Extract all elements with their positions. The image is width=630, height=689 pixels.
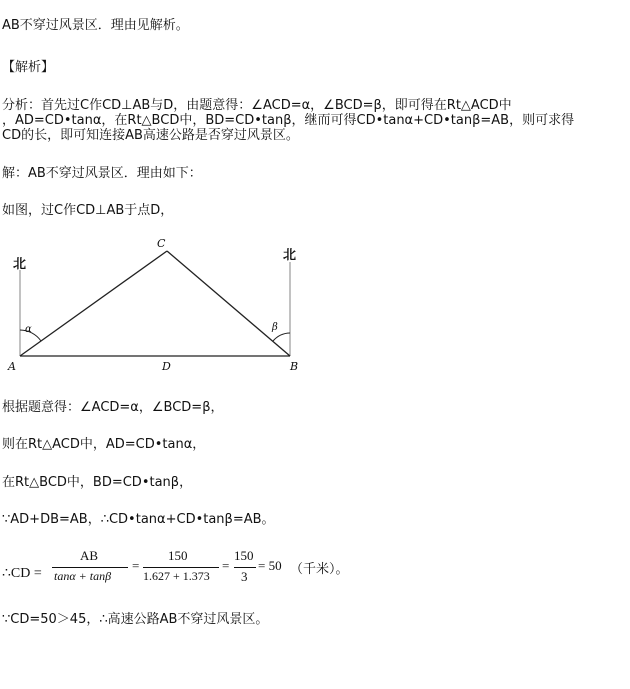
- formula-num-2: 150: [168, 548, 188, 563]
- formula-den-3: 3: [241, 569, 248, 584]
- north-label-left: 北: [13, 257, 27, 272]
- formula-eq-2: =: [222, 558, 230, 573]
- formula-den-2: 1.627 + 1.373: [143, 569, 210, 583]
- formula-result: = 50: [258, 558, 282, 573]
- formula-num-3: 150: [234, 548, 254, 563]
- conclusion: ∵CD=50＞45，∴高速公路AB不穿过风景区。: [2, 612, 269, 627]
- section-title: 【解析】: [2, 60, 55, 75]
- formula-den-1: tanα + tanβ: [54, 569, 112, 583]
- side-AC: [20, 251, 167, 356]
- analysis-line-3: CD的长，即可知连接AB高速公路是否穿过风景区。: [2, 128, 299, 143]
- angle-label-beta: β: [272, 322, 278, 333]
- side-CB: [167, 251, 290, 356]
- step-1: 根据题意得：∠ACD=α，∠BCD=β，: [2, 400, 224, 415]
- fraction-bar-3: [234, 567, 256, 568]
- formula-unit: （千米）。: [290, 562, 349, 577]
- answer-line: AB不穿过风景区．理由见解析。: [2, 18, 189, 33]
- vertex-label-B: B: [290, 360, 299, 373]
- fraction-bar-2: [143, 567, 219, 568]
- formula-lhs: ∴CD =: [2, 566, 42, 581]
- formula-eq-1: =: [132, 558, 140, 573]
- construction-text: 如图，过C作CD⊥AB于点D，: [2, 203, 174, 218]
- cd-formula: [2, 548, 522, 598]
- vertex-label-A: A: [8, 360, 16, 373]
- step-2: 则在Rt△ACD中，AD=CD•tanα，: [2, 437, 206, 452]
- angle-arc-beta: [273, 333, 290, 341]
- fraction-bar-1: [52, 567, 128, 568]
- formula-num-1: AB: [80, 548, 99, 563]
- solution-intro: 解：AB不穿过风景区．理由如下：: [2, 166, 202, 181]
- vertex-label-C: C: [157, 237, 166, 250]
- step-4: ∵AD+DB=AB，∴CD•tanα+CD•tanβ=AB。: [2, 512, 275, 527]
- north-label-right: 北: [283, 248, 297, 263]
- analysis-line-2: ，AD=CD•tanα，在Rt△BCD中，BD=CD•tanβ，继而可得CD•tanα+CD•tanβ=AB，则可求得: [2, 113, 575, 128]
- analysis-line-1: 分析：首先过C作CD⊥AB与D，由题意得：∠ACD=α，∠BCD=β，即可得在Rt△ACD中: [2, 98, 512, 113]
- point-label-D: D: [162, 360, 171, 373]
- angle-label-alpha: α: [25, 324, 32, 335]
- step-3: 在Rt△BCD中，BD=CD•tanβ，: [2, 475, 193, 490]
